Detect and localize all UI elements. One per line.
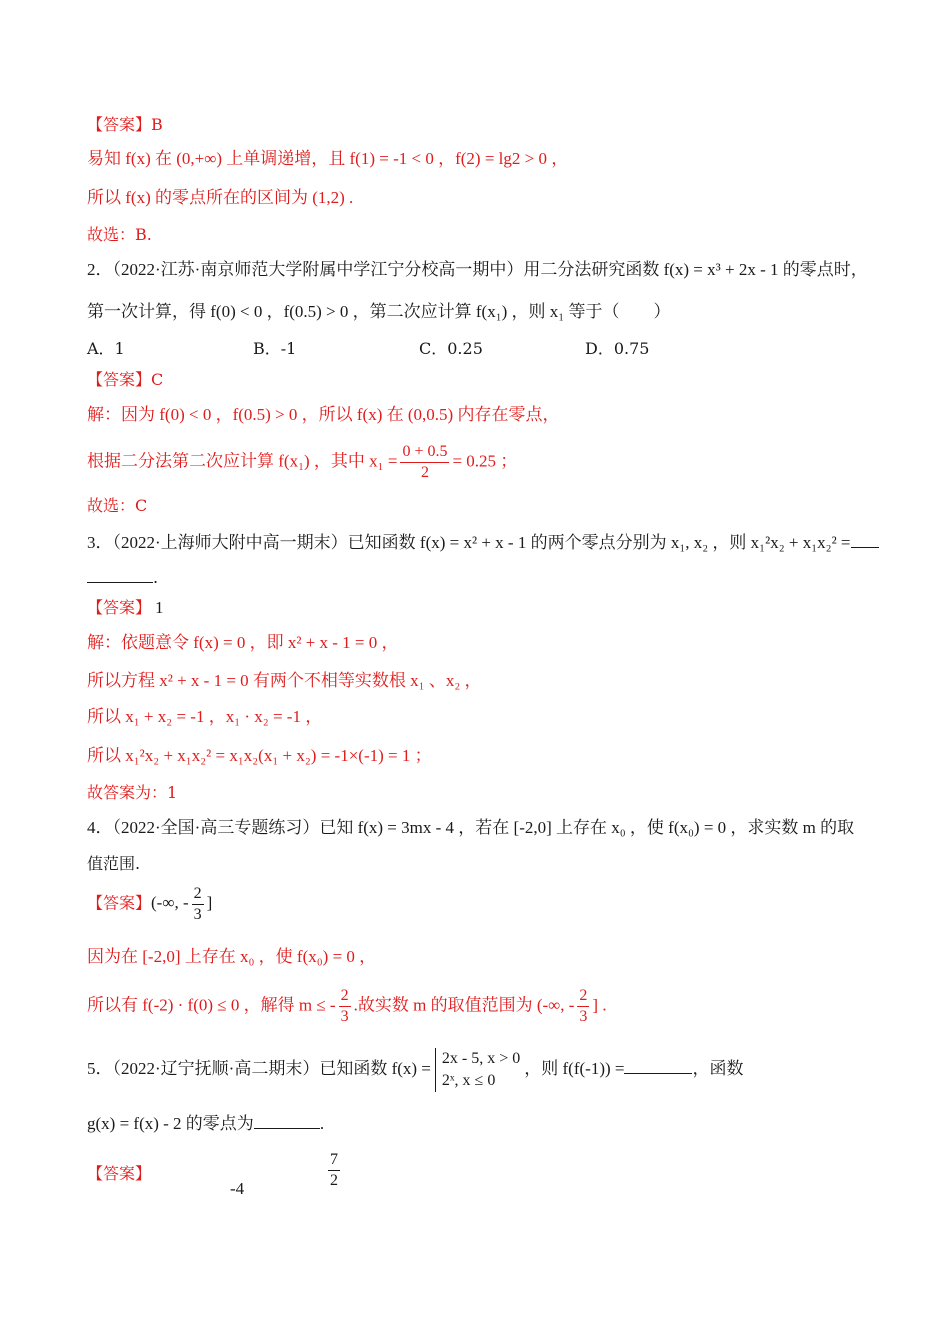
answer-blank[interactable]	[851, 531, 879, 548]
question-2-options	[87, 337, 751, 361]
question-2-stem: 2．（2022·江苏·南京师范大学附属中学江宁分校高一期中）用二分法研究函数 f(x) = x³ + 2x - 1 的零点时，	[87, 260, 868, 279]
question-2-stem: 第一次计算，得 f(0) < 0 ，f(0.5) > 0 ，第二次应计算 f(x₁) ，则 x₁ 等于（ ）	[87, 302, 671, 321]
solution-line: 因为在 [-2,0] 上存在 x₀ ，使 f(x₀) = 0 ，	[87, 947, 377, 966]
solution-line	[87, 986, 607, 1027]
answer-value: -4	[230, 1179, 245, 1198]
answer-label-1: 【答案】B	[87, 115, 163, 134]
question-text: ，则 f(f(-1)) =	[524, 1058, 625, 1078]
answer-label: 【答案】	[87, 598, 152, 617]
solution-text: ] .	[592, 995, 607, 1015]
answer-value: 1	[155, 598, 164, 617]
solution-line: 故选：B.	[87, 225, 152, 244]
solution-line: 所以 f(x) 的零点所在的区间为 (1,2) .	[87, 188, 354, 207]
answer-row-3	[87, 596, 164, 620]
question-4-stem: 4．（2022·全国·高三专题练习）已知 f(x) = 3mx - 4 ，若在 [-2,0] 上存在 x₀ ，使 f(x₀) = 0 ，求实数 m 的取	[87, 818, 855, 837]
solution-line	[87, 442, 517, 483]
fraction-denominator: 3	[193, 906, 202, 923]
piecewise-case: 2x - 5, x > 0	[441, 1050, 521, 1067]
question-3-stem	[87, 566, 158, 590]
interval-text: (-∞, -	[151, 893, 189, 913]
solution-text: .故实数 m 的取值范围为 (-∞, -	[353, 995, 575, 1015]
solution-line: 故答案为：1	[87, 783, 178, 802]
answer-interval	[151, 885, 213, 923]
answer-blank[interactable]	[254, 1112, 320, 1129]
piecewise-function	[435, 1048, 520, 1092]
option-c: C．0.25	[419, 339, 483, 358]
fraction-denominator: 3	[579, 1008, 588, 1025]
interval-text: ]	[206, 893, 213, 913]
question-4-stem: 值范围.	[87, 854, 141, 873]
fraction-numerator: 2	[339, 986, 351, 1007]
answer-row-5	[87, 1162, 151, 1186]
solution-text: 根据二分法第二次应计算 f(x₁) ，其中 x₁ =	[87, 451, 398, 471]
fraction	[328, 1150, 340, 1191]
solution-line: 所以方程 x² + x - 1 = 0 有两个不相等实数根 x₁ 、x₂ ，	[87, 671, 482, 690]
answer-label: 【答案】	[87, 1164, 152, 1183]
solution-line: 所以 x₁²x₂ + x₁x₂² = x₁x₂(x₁ + x₂) = -1×(-1) = 1 ；	[87, 746, 432, 765]
question-5-stem	[87, 1048, 743, 1092]
piecewise-case: 2ˣ, x ≤ 0	[441, 1072, 496, 1089]
fraction	[192, 884, 204, 925]
fraction-denominator: 2	[330, 1172, 338, 1189]
solution-line: 故选：C	[87, 496, 148, 515]
question-text: 3．（2022·上海师大附中高一期末）已知函数 f(x) = x² + x - 1 的两个零点分别为 x₁, x₂ ，则 x₁²x₂ + x₁x₂² =	[87, 533, 851, 552]
option-b: B．-1	[253, 339, 297, 358]
question-5-stem	[87, 1112, 324, 1136]
solution-line: 易知 f(x) 在 (0,+∞) 上单调递增，且 f(1) = -1 < 0 ，f(2) = lg2 > 0 ，	[87, 149, 569, 168]
fraction-numerator: 7	[328, 1150, 340, 1171]
answer-fraction	[325, 1150, 343, 1191]
question-text: g(x) = f(x) - 2 的零点为	[87, 1114, 254, 1133]
question-text: .	[319, 1114, 325, 1133]
option-d: D．0.75	[585, 339, 650, 358]
answer-label-2: 【答案】C	[87, 370, 164, 389]
answer-row-4	[87, 884, 212, 925]
solution-line: 所以 x₁ + x₂ = -1 ，x₁ · x₂ = -1 ，	[87, 707, 323, 726]
solution-text: = 0.25 ；	[452, 451, 518, 471]
fraction	[339, 986, 351, 1027]
answer-blank[interactable]	[624, 1057, 692, 1074]
fraction	[400, 442, 449, 483]
question-3-stem	[87, 531, 879, 555]
question-text: .	[153, 568, 159, 587]
fraction	[577, 986, 589, 1027]
fraction-numerator: 2	[192, 884, 204, 905]
fraction-denominator: 2	[420, 464, 429, 481]
answer-label: 【答案】	[87, 893, 152, 913]
answer-blank[interactable]	[87, 566, 153, 583]
fraction-denominator: 3	[340, 1008, 349, 1025]
fraction-numerator: 2	[577, 986, 589, 1007]
solution-line: 解：依题意令 f(x) = 0 ，即 x² + x - 1 = 0 ，	[87, 633, 399, 652]
question-text: ，函数	[692, 1058, 744, 1078]
question-text: 5．（2022·辽宁抚顺·高二期末）已知函数 f(x) =	[87, 1058, 431, 1078]
solution-line: 解：因为 f(0) < 0 ，f(0.5) > 0 ，所以 f(x) 在 (0,0.5) 内存在零点，	[87, 405, 560, 424]
fraction-numerator: 0 + 0.5	[400, 442, 449, 463]
solution-text: 所以有 f(-2) · f(0) ≤ 0 ，解得 m ≤ -	[87, 995, 336, 1015]
option-a: A．1	[87, 339, 125, 358]
